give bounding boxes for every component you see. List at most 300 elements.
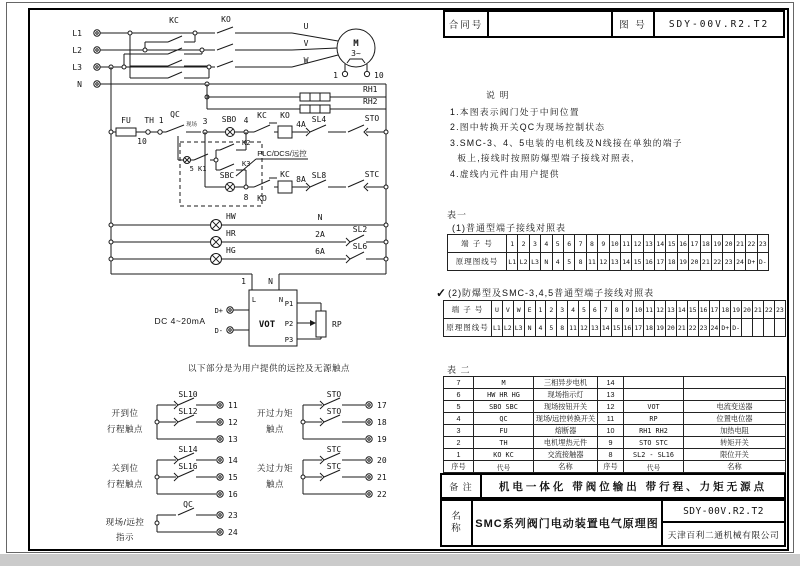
- label-qc-contact: QC: [183, 500, 193, 509]
- name-cell: 转矩开关: [684, 437, 786, 449]
- terminal-cell: 13: [643, 235, 654, 253]
- wire-cell: 19: [677, 253, 688, 271]
- label-qc-field: 现场: [186, 122, 198, 128]
- terminal-row: [444, 301, 786, 319]
- label-wireN: N: [317, 213, 323, 222]
- sub2-title-text: (2)防爆型及SMC-3,4,5普通型端子接线对照表: [448, 288, 655, 298]
- remark-label: 备 注: [442, 475, 482, 497]
- code-cell: HW HR HG: [474, 389, 534, 401]
- motor-phase: 3~: [351, 49, 361, 58]
- wire-cell: 21: [700, 253, 711, 271]
- name-cell: 电流变送器: [684, 401, 786, 413]
- terminal-cell: 16: [677, 235, 688, 253]
- wire-row: [448, 253, 769, 271]
- label-wire2a: 2A: [315, 230, 325, 239]
- label-wire8: 8: [243, 193, 249, 202]
- code-cell: VOT: [624, 401, 684, 413]
- code-cell: [624, 377, 684, 389]
- terminal-16: [217, 491, 223, 497]
- label-sl2: SL2: [352, 225, 368, 234]
- terminal-12: [217, 419, 223, 425]
- group-close-pos-1: 关到位: [111, 463, 139, 473]
- terminal-15: [217, 474, 223, 480]
- group-close-pos-2: 行程触点: [106, 479, 144, 489]
- group-close-torque-2: 触点: [265, 479, 285, 489]
- note-line: 4.虚线内元件由用户提供: [450, 168, 560, 179]
- wire-cell: 15: [632, 253, 643, 271]
- seq-cell: 2: [444, 437, 474, 449]
- code-cell: QC: [474, 413, 534, 425]
- terminal-L3: [94, 64, 100, 70]
- terminal-17: [366, 402, 372, 408]
- local-remote-contacts: [106, 500, 238, 542]
- seq-cell: 6: [444, 389, 474, 401]
- group-close-torque-1: 关过力矩: [256, 463, 294, 473]
- label-th10: 10: [137, 137, 147, 146]
- notes-block: [450, 88, 782, 182]
- close-torque-contacts: [257, 445, 387, 499]
- label-kc: KC: [169, 16, 179, 25]
- terminal-cell: 2: [518, 235, 529, 253]
- wire-cell: 8: [557, 319, 568, 337]
- label-qc: QC: [170, 110, 180, 119]
- button-sbo: [226, 128, 235, 137]
- seq-cell: 4: [444, 413, 474, 425]
- wire-cell: 23: [698, 319, 709, 337]
- drawing-code: SDY-00V.R2.T2: [663, 501, 784, 523]
- group-open-pos-1: 开到位: [111, 408, 139, 418]
- wire-cell: N: [524, 319, 535, 337]
- wire-cell: L1: [507, 253, 518, 271]
- wire-cell: 5: [563, 253, 574, 271]
- label-t12: 12: [228, 418, 238, 427]
- label-hw: HW: [226, 212, 236, 221]
- wire-cell: [763, 319, 774, 337]
- wire-cell: 19: [655, 319, 666, 337]
- name-cell: 加热电阻: [684, 425, 786, 437]
- label-vot-wire1: 1: [241, 277, 246, 286]
- control-row-open: [109, 123, 388, 138]
- component-table: [443, 376, 786, 473]
- terminal-cell: V: [502, 301, 513, 319]
- label-sl10: SL10: [178, 390, 198, 399]
- terminal-cell: 4: [568, 301, 579, 319]
- component-row: [444, 461, 786, 473]
- terminal-cell: 18: [700, 235, 711, 253]
- terminal-cell: 21: [734, 235, 745, 253]
- wire-cell: 17: [633, 319, 644, 337]
- label-v: V: [303, 39, 309, 48]
- label-sto-c1: STO: [326, 390, 342, 399]
- wire-cell: 16: [622, 319, 633, 337]
- component-row: [444, 377, 786, 389]
- wire-cell: 12: [598, 253, 609, 271]
- wire-cell: 15: [611, 319, 622, 337]
- terminal-cell: 3: [529, 235, 540, 253]
- label-wire8a: 8A: [296, 175, 306, 184]
- check-mark: ✓: [436, 286, 448, 300]
- terminal-cell: 8: [586, 235, 597, 253]
- terminal-cell: W: [513, 301, 524, 319]
- group-open-pos-2: 行程触点: [106, 424, 144, 434]
- code-cell: RH1 RH2: [624, 425, 684, 437]
- terminal-23: [217, 512, 223, 518]
- notes-heading: 说 明: [486, 90, 510, 100]
- wire-cell: 18: [644, 319, 655, 337]
- code-cell: SBO SBC: [474, 401, 534, 413]
- drawing-title: SMC系列阀门电动装置电气原理图: [473, 501, 663, 545]
- motor-term-10: 10: [374, 71, 384, 80]
- wire-row: [444, 319, 786, 337]
- terminal-cell: 11: [620, 235, 631, 253]
- label-t20: 20: [377, 456, 387, 465]
- label-n: N: [77, 80, 82, 89]
- label-sl8: SL8: [311, 171, 327, 180]
- label-vot-L: L: [251, 296, 257, 304]
- label-rp: RP: [332, 320, 342, 329]
- name-cell: 限位开关: [684, 449, 786, 461]
- label-dc-signal: DC 4~20mA: [154, 316, 206, 326]
- terminal-24: [217, 529, 223, 535]
- wire-cell: 8: [575, 253, 586, 271]
- terminal-cell: 17: [709, 301, 720, 319]
- terminal-cell: 22: [763, 301, 774, 319]
- seq-cell: 序号: [598, 461, 624, 473]
- power-wires: [100, 33, 386, 274]
- wire-cell: [742, 319, 753, 337]
- contactor-blades: [168, 27, 233, 78]
- wire-cell: L1: [492, 319, 503, 337]
- label-t23: 23: [228, 511, 238, 520]
- wire-cell: D+: [720, 319, 731, 337]
- label-kc-coil: KC: [280, 170, 290, 179]
- label-kc-contact: KC: [257, 111, 267, 120]
- button-sbc: [226, 183, 235, 192]
- terminal-cell: 6: [563, 235, 574, 253]
- terminal-cell: 21: [753, 301, 764, 319]
- label-t21: 21: [377, 473, 387, 482]
- wire-cell: 14: [600, 319, 611, 337]
- wire-cell: N: [541, 253, 552, 271]
- seq-cell: 10: [598, 425, 624, 437]
- code-cell: TH: [474, 437, 534, 449]
- name-block: [440, 499, 786, 547]
- label-hr: HR: [226, 229, 236, 238]
- name-cell: 现场按钮开关: [534, 401, 598, 413]
- label-hg: HG: [226, 246, 236, 255]
- terminal-dplus: [227, 307, 233, 313]
- component-row: [444, 413, 786, 425]
- terminal-cell: 20: [742, 301, 753, 319]
- label-wire4: 4: [243, 116, 249, 125]
- terminal-cell: 7: [600, 301, 611, 319]
- drawing-no-value: SDY-00V.R2.T2: [668, 18, 770, 30]
- note-line: 2.图中转换开关QC为现场控制状态: [450, 122, 606, 132]
- seq-cell: 序号: [444, 461, 474, 473]
- name-cell: 交流接触器: [534, 449, 598, 461]
- wire-cell: [774, 319, 785, 337]
- group-open-torque-1: 开过力矩: [256, 408, 294, 418]
- name-cell: 熔断器: [534, 425, 598, 437]
- group-open-torque-2: 触点: [265, 424, 285, 434]
- schematic-canvas: [30, 10, 448, 546]
- terminal-table-explosionproof: [443, 300, 786, 337]
- terminal-22: [366, 491, 372, 497]
- terminal-11: [217, 402, 223, 408]
- terminal-cell: 23: [774, 301, 785, 319]
- wire-cell: D+: [746, 253, 757, 271]
- terminal-cell: 9: [622, 301, 633, 319]
- lamp-hg: [211, 254, 222, 265]
- terminal-cell: 10: [633, 301, 644, 319]
- terminal-cell: 19: [712, 235, 723, 253]
- terminal-cell: 12: [632, 235, 643, 253]
- terminal-cell: 9: [598, 235, 609, 253]
- label-t22: 22: [377, 490, 387, 499]
- label-k3: K3: [242, 160, 251, 168]
- terminal-cell: 8: [611, 301, 622, 319]
- open-position-contacts: [107, 390, 238, 444]
- terminal-table-standard: [447, 234, 769, 271]
- title-strip: [443, 10, 785, 38]
- wire-cell: 24: [709, 319, 720, 337]
- wire-cell: L2: [518, 253, 529, 271]
- terminal-cell: 15: [666, 235, 677, 253]
- terminal-cell: 20: [723, 235, 734, 253]
- seq-cell: 13: [598, 389, 624, 401]
- motor-m: M: [353, 39, 359, 49]
- label-p3: P3: [284, 336, 294, 344]
- terminal-21: [366, 474, 372, 480]
- table1-sub1-title: (1)普通型端子接线对照表: [452, 223, 567, 233]
- wire-cell: 22: [687, 319, 698, 337]
- wire-cell: L3: [529, 253, 540, 271]
- terminal-cell: 1: [507, 235, 518, 253]
- name-label-text: 名称: [451, 510, 462, 534]
- label-vot-N: N: [278, 296, 284, 304]
- row-header: 原理图线号: [444, 319, 492, 337]
- label-stc-c2: STC: [326, 462, 342, 471]
- name-cell: 名称: [684, 461, 786, 473]
- code-cell: [624, 389, 684, 401]
- terminal-cell: U: [492, 301, 503, 319]
- terminal-cell: 6: [589, 301, 600, 319]
- label-k2: K2: [242, 139, 251, 147]
- note-line: 板上,接线时按照防爆型端子接线对照表,: [450, 153, 635, 163]
- wire-cell: L2: [502, 319, 513, 337]
- rp-potentiometer: [316, 311, 326, 337]
- wire-cell: 4: [552, 253, 563, 271]
- seq-cell: 8: [598, 449, 624, 461]
- terminal-dminus: [227, 327, 233, 333]
- label-sto-c2: STO: [326, 407, 342, 416]
- terminal-14: [217, 457, 223, 463]
- terminal-cell: 5: [552, 235, 563, 253]
- seq-cell: 5: [444, 401, 474, 413]
- label-vot-wireN: N: [268, 277, 273, 286]
- label-fu: FU: [121, 116, 131, 125]
- wire-cell: 5: [546, 319, 557, 337]
- wire-cell: 13: [609, 253, 620, 271]
- name-cell: 现场/远控转换开关: [534, 413, 598, 425]
- terminal-L1: [94, 30, 100, 36]
- code-cell: M: [474, 377, 534, 389]
- code-cell: SL2 - SL16: [624, 449, 684, 461]
- label-stc: STC: [364, 170, 380, 179]
- wire-cell: 18: [666, 253, 677, 271]
- wire-cell: 12: [579, 319, 590, 337]
- terminal-N: [94, 81, 100, 87]
- name-cell: 现场指示灯: [534, 389, 598, 401]
- name-label: [442, 501, 473, 545]
- wire-cell: 23: [723, 253, 734, 271]
- terminal-cell: 15: [687, 301, 698, 319]
- terminal-row: [448, 235, 769, 253]
- terminal-cell: E: [524, 301, 535, 319]
- terminal-cell: 10: [609, 235, 620, 253]
- terminal-5: [184, 157, 191, 164]
- label-k1: 5 K1: [189, 165, 207, 173]
- name-cell: [684, 389, 786, 401]
- seq-cell: 1: [444, 449, 474, 461]
- lamp-hw: [211, 220, 222, 231]
- component-row: [444, 425, 786, 437]
- wiper-arrow: [310, 320, 316, 326]
- wire-cell: 20: [689, 253, 700, 271]
- label-ko-contact: KO: [257, 194, 267, 203]
- component-row: [444, 449, 786, 461]
- label-l1: L1: [72, 29, 82, 38]
- terminal-cell: 12: [655, 301, 666, 319]
- group-local-remote-1: 现场/远控: [105, 517, 145, 527]
- name-cell: 位置电位器: [684, 413, 786, 425]
- label-t19: 19: [377, 435, 387, 444]
- remark-value: 机电一体化 带阀位输出 带行程、力矩无源点: [498, 480, 768, 493]
- terminal-20: [366, 457, 372, 463]
- terminal-cell: 16: [698, 301, 709, 319]
- terminal-18: [366, 419, 372, 425]
- label-sbc: SBC: [219, 171, 235, 180]
- component-row: [444, 401, 786, 413]
- wire-cell: 17: [655, 253, 666, 271]
- terminal-cell: 22: [746, 235, 757, 253]
- terminal-cell: 5: [579, 301, 590, 319]
- wire-cell: 11: [586, 253, 597, 271]
- component-row: [444, 389, 786, 401]
- drawing-no-label: 图 号: [613, 12, 655, 36]
- terminal-cell: 13: [666, 301, 677, 319]
- label-t13: 13: [228, 435, 238, 444]
- label-sl14: SL14: [178, 445, 198, 454]
- supply-terminals: [94, 30, 100, 87]
- wire-cell: 14: [620, 253, 631, 271]
- label-rh1: RH1: [363, 85, 378, 94]
- note-line: 3.SMC-3、4、5电装的电机线及N线接在单独的端子: [450, 137, 683, 148]
- wire-cell: L3: [513, 319, 524, 337]
- vot-transmitter: [111, 274, 386, 346]
- terminal-cell: 2: [546, 301, 557, 319]
- seq-cell: 14: [598, 377, 624, 389]
- row-header: 端 子 号: [444, 301, 492, 319]
- terminal-cell: 3: [557, 301, 568, 319]
- label-sl12: SL12: [178, 407, 198, 416]
- seq-cell: 12: [598, 401, 624, 413]
- lamp-hr: [211, 237, 222, 248]
- wire-cell: 24: [734, 253, 745, 271]
- label-w: W: [303, 56, 309, 65]
- label-sto: STO: [364, 114, 380, 123]
- table2-caption: 表 二: [447, 365, 471, 375]
- label-wire3: 3: [202, 117, 208, 126]
- seq-cell: 3: [444, 425, 474, 437]
- user-note: 以下部分是为用户提供的远控及无源触点: [188, 363, 351, 373]
- name-cell: [684, 377, 786, 389]
- label-u: U: [303, 22, 309, 31]
- heater-rh2: [207, 97, 386, 113]
- wire-cell: D-: [731, 319, 742, 337]
- row-header: 原理图线号: [448, 253, 507, 271]
- label-dminus: D-: [214, 327, 223, 335]
- wire-cell: 22: [712, 253, 723, 271]
- lamp-rows: [109, 220, 388, 265]
- terminal-cell: 11: [644, 301, 655, 319]
- label-rh2: RH2: [363, 97, 378, 106]
- label-wire6a: 6A: [315, 247, 325, 256]
- label-dplus: D+: [214, 307, 223, 315]
- label-ko-coil: KO: [280, 111, 290, 120]
- table1-sub2-title: [436, 285, 654, 299]
- open-torque-contacts: [257, 390, 387, 444]
- label-t11: 11: [228, 401, 238, 410]
- code-cell: STO STC: [624, 437, 684, 449]
- terminal-cell: 14: [676, 301, 687, 319]
- label-p2: P2: [284, 320, 294, 328]
- label-wire4a: 4A: [296, 120, 306, 129]
- label-stc-c1: STC: [326, 445, 342, 454]
- code-cell: FU: [474, 425, 534, 437]
- wire-cell: 20: [666, 319, 677, 337]
- label-t24: 24: [228, 528, 238, 537]
- label-sl4: SL4: [311, 115, 327, 124]
- note-line: 1.本图表示阀门处于中间位置: [450, 106, 580, 117]
- label-t17: 17: [377, 401, 387, 410]
- seq-cell: 9: [598, 437, 624, 449]
- terminal-cell: 17: [689, 235, 700, 253]
- code-cell: 代号: [474, 461, 534, 473]
- terminal-cell: 14: [655, 235, 666, 253]
- heater-rh1: [207, 84, 386, 109]
- name-cell: 三相异步电机: [534, 377, 598, 389]
- terminal-cell: 18: [720, 301, 731, 319]
- terminal-19: [366, 436, 372, 442]
- label-sl6: SL6: [352, 242, 368, 251]
- code-cell: KO KC: [474, 449, 534, 461]
- terminal-cell: 19: [731, 301, 742, 319]
- label-plc-dcs: PLC/DCS/远控: [257, 149, 307, 158]
- label-t16: 16: [228, 490, 238, 499]
- name-cell: 名称: [534, 461, 598, 473]
- terminal-13: [217, 436, 223, 442]
- name-cell: 电机埋热元件: [534, 437, 598, 449]
- terminal-cell: 7: [575, 235, 586, 253]
- remark-block: [440, 473, 786, 499]
- group-local-remote-2: 指示: [115, 532, 135, 542]
- label-l3: L3: [72, 63, 82, 72]
- junction-nodes: [109, 31, 211, 99]
- wire-cell: 21: [676, 319, 687, 337]
- label-ko: KO: [221, 15, 231, 24]
- component-row: [444, 437, 786, 449]
